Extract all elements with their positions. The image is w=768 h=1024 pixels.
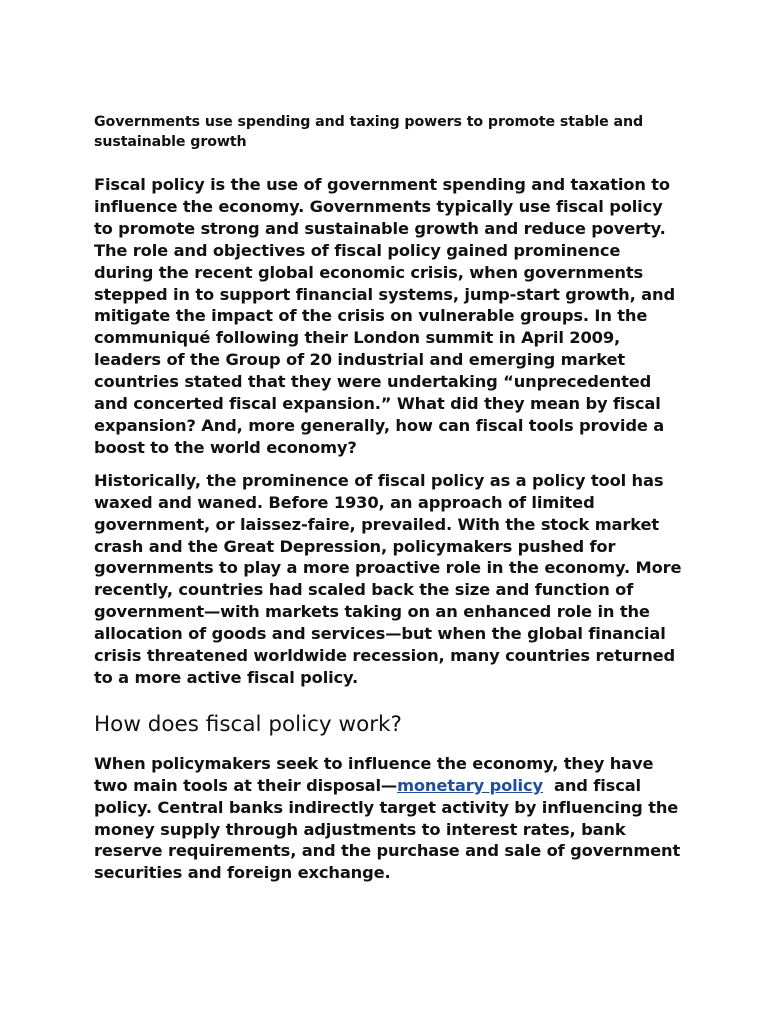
paragraph-policy-tools [94,753,684,884]
paragraph-history: Historically, the prominence of fiscal policy as a policy tool has waxed and waned. Before 1930, an approach of limited government, or laissez-faire, prevailed. With the stock market crash and the Great Depression, policymakers pushed for governments to play a more proactive role in the economy. More recently, countries had scaled back the size and function of government—with markets taking on an enhanced role in the allocation of goods and services—but when the global financial crisis threatened worldwide recession, many countries returned to a more active fiscal policy. [94,470,682,687]
paragraph-text-before-link: When policymakers seek to influence the economy, they have two main tools at their disposal— [94,753,654,795]
section-heading: How does fiscal policy work? [94,711,402,737]
paragraph-text-after-link: and fiscal policy. Central banks indirectly target activity by influencing the money supply through adjustments to interest rates, bank reserve requirements, and the purchase and sale of government securities and foreign exchange. [94,775,686,883]
document-subtitle: Governments use spending and taxing powers to promote stable and sustainable growth [94,114,644,150]
paragraph-fiscal-policy-definition: Fiscal policy is the use of government spending and taxation to influence the economy. Governments typically use fiscal policy to promote strong and sustainable growth and reduce poverty. The role and objectives of fiscal policy gained prominence during the recent global economic crisis, when governments stepped in to support financial systems, jump-start growth, and mitigate the impact of the crisis on vulnerable groups. In the communiqué following their London summit in April 2009, leaders of the Group of 20 industrial and emerging market countries stated that they were undertaking “unprecedented and concerted fiscal expansion.” What did they mean by fiscal expansion? And, more generally, how can fiscal tools provide a boost to the world economy? [94,175,675,457]
monetary-policy-link[interactable]: monetary policy [397,775,543,795]
document-page [94,112,684,895]
